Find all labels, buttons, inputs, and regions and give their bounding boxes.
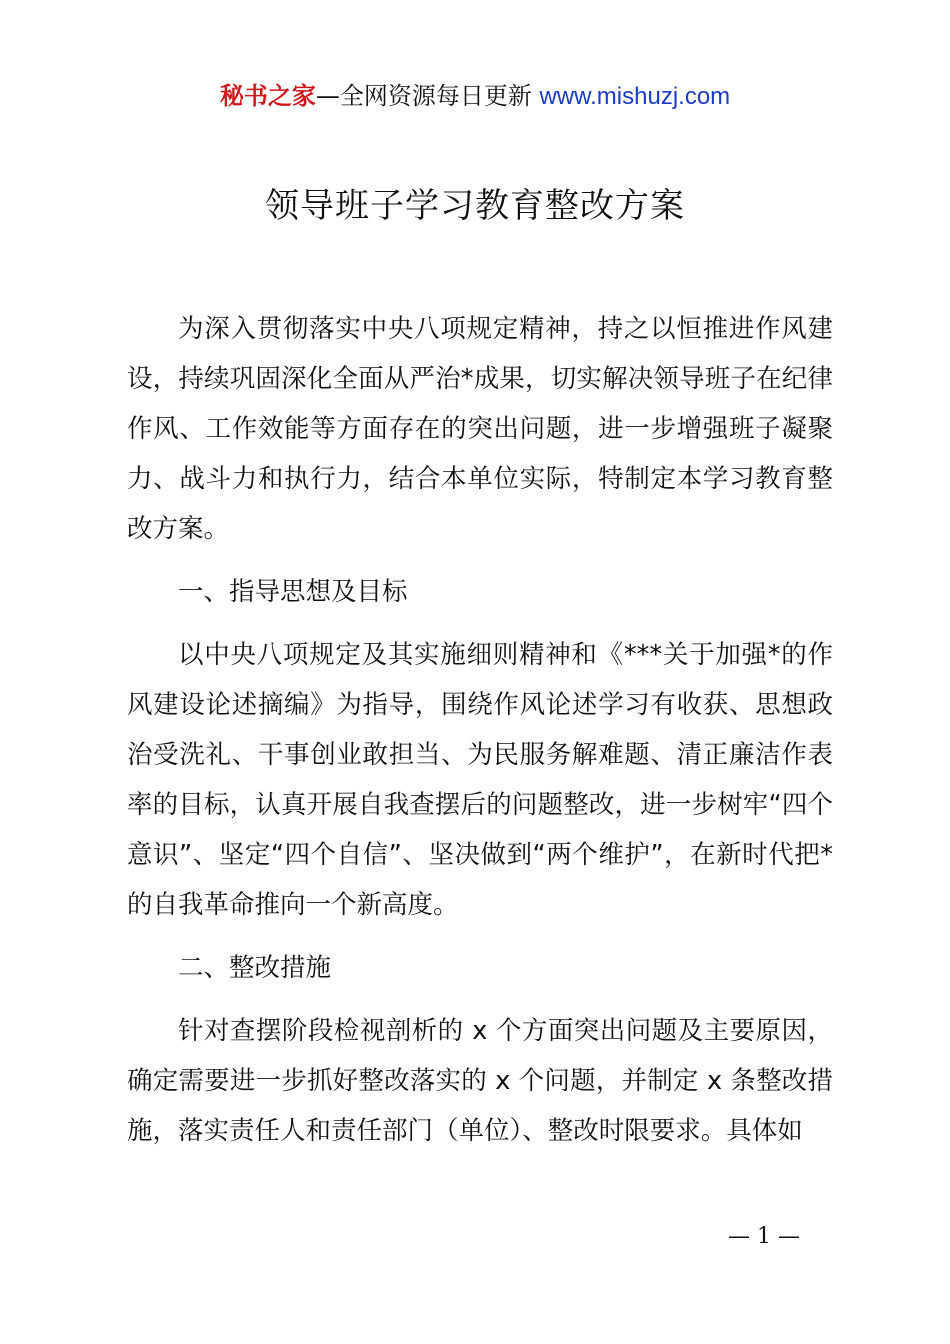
section-paragraph-rectification-measures: 针对查摆阶段检视剖析的 x 个方面突出问题及主要原因，确定需要进一步抓好整改落实的 x 个问题，并制定 x 条整改措施，落实责任人和责任部门（单位）、整改时限要求。具体如 (127, 1016, 833, 1146)
page-number: — 1 — (728, 1224, 800, 1249)
site-header (0, 80, 950, 113)
document-title: 领导班子学习教育整改方案 (265, 186, 685, 226)
header-tagline: —全网资源每日更新 (315, 82, 540, 110)
site-url-link[interactable]: www.mishuzj.com (539, 83, 731, 110)
intro-paragraph: 为深入贯彻落实中央八项规定精神，持之以恒推进作风建设，持续巩固深化全面从严治*成果，切实解决领导班子在纪律作风、工作效能等方面存在的突出问题，进一步增强班子凝聚力、战斗力和执行力，结合本单位实际，特制定本学习教育整改方案。 (127, 314, 833, 544)
section-paragraph-guiding-thought: 以中央八项规定及其实施细则精神和《***关于加强*的作风建设论述摘编》为指导，围绕作风论述学习有收获、思想政治受洗礼、干事创业敢担当、为民服务解难题、清正廉洁作表率的目标，认真开展自我查摆后的问题整改，进一步树牢“四个意识”、坚定“四个自信”、坚决做到“两个维护”，在新时代把*的自我革命推向一个新高度。 (127, 640, 833, 920)
brand-name: 秘书之家 (219, 82, 316, 110)
section-heading-rectification-measures: 二、整改措施 (178, 953, 332, 983)
section-heading-guiding-thought: 一、指导思想及目标 (178, 577, 408, 607)
document-body (127, 304, 833, 1156)
